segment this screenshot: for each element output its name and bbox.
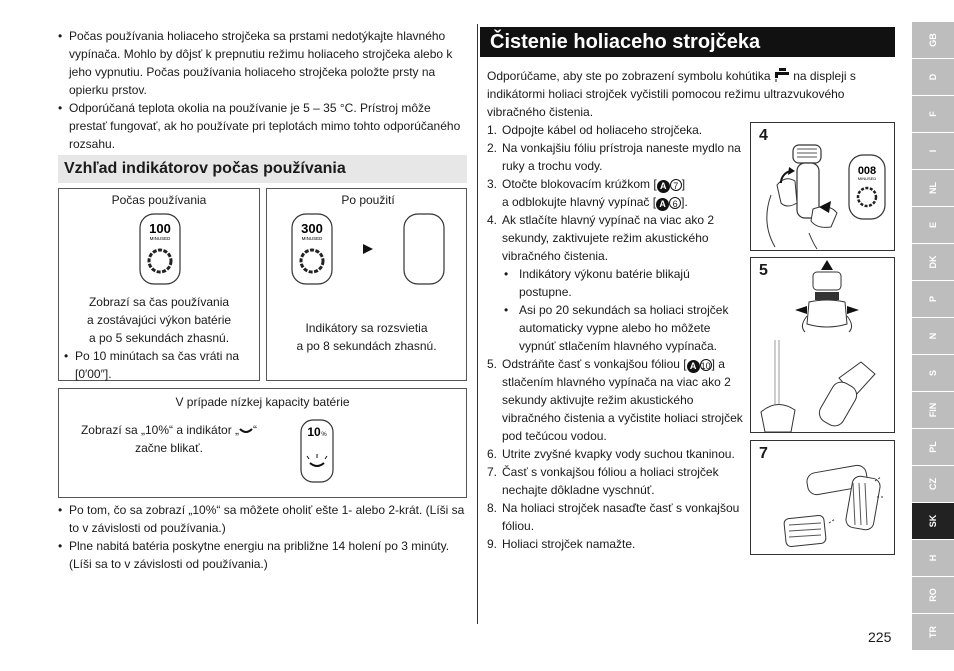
step-number: 8. xyxy=(487,501,498,515)
box-during-text xyxy=(59,293,259,347)
lang-tab-i[interactable] xyxy=(912,133,954,169)
tab-label: CZ xyxy=(928,478,938,490)
box-title: Počas používania xyxy=(111,193,207,207)
lang-tab-e[interactable] xyxy=(912,207,954,243)
step-text: a odblokujte hlavný vypínač [ xyxy=(502,195,657,209)
step-number: 3. xyxy=(487,177,498,191)
step-number: 1. xyxy=(487,123,498,137)
lang-tab-gb[interactable] xyxy=(912,22,954,58)
display-during-icon xyxy=(139,213,181,285)
box-after-text xyxy=(267,319,466,355)
ref-number-badge: 6 xyxy=(669,197,681,209)
step4-bullets xyxy=(504,265,745,355)
lang-tab-n[interactable] xyxy=(912,318,954,354)
list-item xyxy=(487,499,745,535)
ref-a-badge: A xyxy=(657,180,670,193)
step-text: Časť s vonkajšou fóliou a holiaci strojček nechajte dôkladne vyschnúť. xyxy=(502,465,719,497)
drying-illustration xyxy=(751,441,894,554)
intro-part: na displeji s indikátormi holiaci strojček vyčistili pomocou režimu ultrazvukového vibračného čistenia. xyxy=(487,69,856,119)
lang-tab-f[interactable] xyxy=(912,96,954,132)
lang-tab-h[interactable] xyxy=(912,540,954,576)
tab-label: NL xyxy=(928,182,938,194)
ref-a-badge: A xyxy=(656,198,669,211)
figure-7 xyxy=(750,440,895,555)
text-part: “ xyxy=(253,423,258,437)
display-unit: % xyxy=(321,432,327,438)
box-low-text xyxy=(69,421,269,457)
tab-label: TR xyxy=(928,626,938,638)
lang-tab-fin[interactable] xyxy=(912,392,954,428)
arrow-right-icon xyxy=(362,243,374,255)
box-title: V prípade nízkej kapacity batérie xyxy=(175,395,350,409)
tab-label: RO xyxy=(928,588,938,602)
box-during-use xyxy=(58,188,260,381)
list-item: 3. Otočte blokovacím krúžkom [ A 7 ] a odblokujte hlavný vypínač [ A 6 ]. xyxy=(487,177,688,209)
tab-label: SK xyxy=(928,514,938,528)
lang-tab-p[interactable] xyxy=(912,281,954,317)
text-part: Zobrazí sa „10%“ a indikátor „ xyxy=(80,423,240,437)
step-number: 7. xyxy=(487,465,498,479)
list-item: • Asi po 20 sekundách sa holiaci strojček automaticky vypne alebo ho môžete vypnúť stlačením hlavného vypínača. xyxy=(504,301,745,355)
step-text: Ak stlačíte hlavný vypínač na viac ako 2 sekundy, zaktivujete režim akustického vibračného čistenia. xyxy=(502,213,715,263)
display-off-icon xyxy=(403,213,445,285)
page-number: 225 xyxy=(868,629,892,645)
tab-label: E xyxy=(928,221,938,229)
list-item xyxy=(487,121,745,139)
intro-text xyxy=(487,67,895,121)
display-unit: MINUSED xyxy=(301,236,323,241)
list-item: 5. Odstráňte časť s vonkajšou fóliou [ A 10] a stlačením hlavného vypínača na viac ako 2 sekundy aktivujte režim akustického vibračného čistenia a vyčistite holiaci strojček pod tečúcou vodou. xyxy=(487,357,743,443)
ref-number-badge: 10 xyxy=(700,361,711,371)
list-item: • Počas používania holiaceho strojčeka sa prstami nedotýkajte hlavného vypínača. Mohlo by dôjsť k prepnutiu režimu holiaceho strojčeka alebo k jeho vypnutiu. Počas používania holiaceho strojčeka položte prsty na opierku prstov. xyxy=(58,27,463,99)
list-item xyxy=(487,463,745,499)
step-text: Odstráňte časť s vonkajšou fóliou [ xyxy=(502,357,687,371)
tab-label: FIN xyxy=(928,402,938,418)
list-item: • Plne nabitá batéria poskytne energiu na približne 14 holení po 3 minúty. (Líši sa to v závislosti od používania.) xyxy=(58,537,467,573)
step-text: Otočte blokovacím krúžkom [ xyxy=(502,177,657,191)
display-unit: MINUSED xyxy=(857,176,877,181)
figure-5 xyxy=(750,257,895,433)
faucet-icon xyxy=(774,67,790,83)
tab-label: P xyxy=(928,295,938,303)
column-divider xyxy=(477,24,478,624)
step-text: Na holiaci strojček nasaďte časť s vonkajšou fóliou. xyxy=(502,501,740,533)
figure-number: 4 xyxy=(759,127,768,144)
display-low-icon xyxy=(300,419,334,483)
step-number: 4. xyxy=(487,213,498,227)
lang-tab-tr[interactable] xyxy=(912,614,954,650)
list-item: • Odporúčaná teplota okolia na používanie je 5 – 35 °C. Prístroj môže prestať fungovať, ak ho používate pri teplotách mimo tohto odporúčaného rozsahu. xyxy=(58,99,463,153)
step-text: a stlačením hlavného vypínača na viac ako 2 sekundy aktivujte režim akustického vibračného čistenia a vyčistite holiaci strojček pod tečúcou vodou. xyxy=(502,357,743,443)
text-line: a po 5 sekundách zhasnú. xyxy=(88,331,230,345)
step-text: Holiaci strojček namažte. xyxy=(502,537,636,551)
box-low-battery xyxy=(58,388,467,498)
intro-bullets xyxy=(58,27,463,153)
text-line: Zobrazí sa čas používania xyxy=(88,295,230,309)
step-number: 2. xyxy=(487,141,498,155)
foil-removal-illustration xyxy=(751,258,894,432)
tab-label: H xyxy=(928,554,938,562)
display-value: 008 xyxy=(857,165,877,177)
lang-tab-sk[interactable] xyxy=(912,503,954,539)
list-item xyxy=(487,139,745,175)
tab-label: D xyxy=(928,73,938,81)
list-item xyxy=(487,211,745,355)
figure-number: 7 xyxy=(759,445,768,462)
tab-label: N xyxy=(928,332,938,340)
box-during-bullets xyxy=(64,347,250,383)
figure-number: 5 xyxy=(759,262,768,279)
box-title: Po použití xyxy=(341,193,395,207)
lang-tab-pl[interactable] xyxy=(912,429,954,465)
tab-label: F xyxy=(928,111,938,117)
list-item: • Po tom, čo sa zobrazí „10%“ sa môžete oholiť ešte 1- alebo 2-krát. (Líši sa to v závislosti od používania.) xyxy=(58,501,467,537)
step-text: Utrite zvyšné kvapky vody suchou tkaninou. xyxy=(502,447,735,461)
list-item xyxy=(487,445,745,463)
ref-a-badge: A xyxy=(687,360,700,373)
bottom-bullets xyxy=(58,501,467,573)
tab-label: S xyxy=(928,369,938,377)
step-text: Na vonkajšiu fóliu prístroja naneste mydlo na ruky a trochu vody. xyxy=(502,141,741,173)
text-line: a po 8 sekundách zhasnú. xyxy=(296,339,437,353)
list-item xyxy=(487,535,745,553)
lang-tab-ro[interactable] xyxy=(912,577,954,613)
lang-tab-cz[interactable] xyxy=(912,466,954,502)
tab-label: PL xyxy=(928,441,938,453)
lang-tab-nl[interactable] xyxy=(912,170,954,206)
display-unit: MINUSED xyxy=(149,236,171,241)
lang-tab-d[interactable] xyxy=(912,59,954,95)
display-after-icon xyxy=(291,213,333,285)
section-title: Čistenie holiaceho strojčeka xyxy=(480,27,895,57)
intro-part: Odporúčame, aby ste po zobrazení symbolu kohútika xyxy=(487,69,771,83)
tab-label: DK xyxy=(928,255,938,269)
step-number: 6. xyxy=(487,447,498,461)
lang-tab-s[interactable] xyxy=(912,355,954,391)
step-number: 9. xyxy=(487,537,498,551)
text-line: začne blikať. xyxy=(135,441,203,455)
tab-label: I xyxy=(928,149,938,153)
display-value: 10 xyxy=(307,425,321,439)
figure-4 xyxy=(750,122,895,251)
steps-list xyxy=(487,121,745,553)
shaver-illustration xyxy=(751,123,894,250)
box-after-use xyxy=(266,188,467,381)
section-heading-indicators: Vzhľad indikátorov počas používania xyxy=(58,155,467,183)
list-item: • Po 10 minútach sa čas vráti na [0′00″]. xyxy=(64,347,250,383)
text-line xyxy=(69,421,269,439)
display-value: 300 xyxy=(301,221,323,236)
display-value: 100 xyxy=(149,221,171,236)
list-item: • Indikátory výkonu batérie blikajú postupne. xyxy=(504,265,745,301)
step-text: Odpojte kábel od holiaceho strojčeka. xyxy=(502,123,703,137)
text-line: Indikátory sa rozsvietia xyxy=(305,321,428,335)
ref-number-badge: 7 xyxy=(670,179,682,191)
step-number: 5. xyxy=(487,357,498,371)
battery-icon xyxy=(239,427,253,435)
tab-label: GB xyxy=(928,33,938,47)
text-line: a zostávajúci výkon batérie xyxy=(86,313,232,327)
lang-tab-dk[interactable] xyxy=(912,244,954,280)
